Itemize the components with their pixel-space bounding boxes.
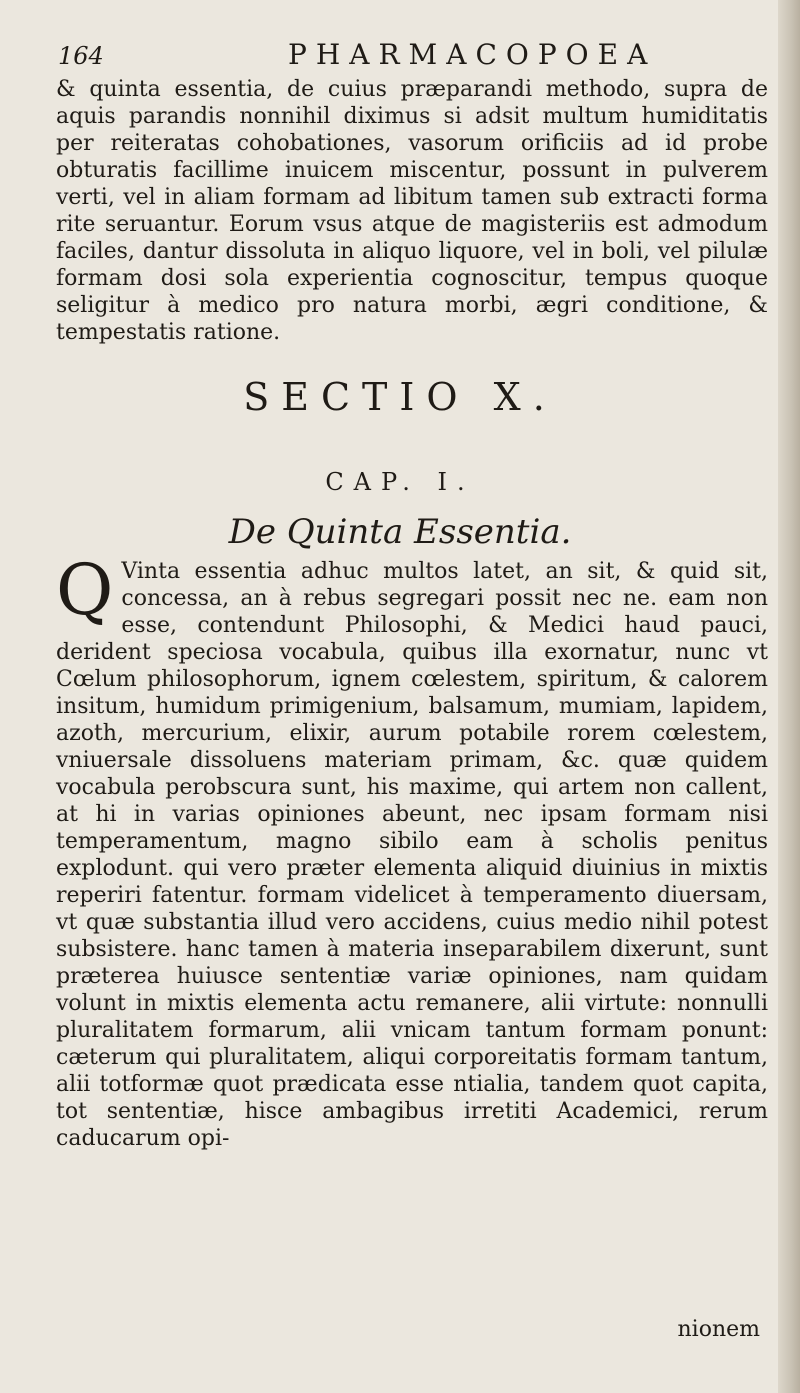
- body-text: Vinta essentia adhuc multos latet, an sit, & quid sit, concessa, an à rebus segregari possit nec ne. eam non esse, contendunt Philosophi, & Medici haud pauci, derident speciosa vocabula, quibus illa exornatur, nunc vt Cœlum philosophorum, ignem cœlestem, spiritum, & calorem insitum, humidum primigenium, balsamum, mumiam, lapidem, azoth, mercurium, elixir, aurum potabile rorem cœlestem, vniuersale dissoluens materiam primam, &c. quæ quidem vocabula perobscura sunt, his maxime, qui artem non callent, at hi in varias opiniones abeunt, nec ipsam formam nisi temperamentum, magno sibilo eam à scholis penitus explodunt. qui vero præter elementa aliquid diuinius in mixtis reperiri fatentur. formam videlicet à temperamento diuersam, vt quæ substantia illud vero accidens, cuius medio nihil potest subsistere. hanc tamen à materia inseparabilem dixerunt, sunt præterea huiusce sententiæ variæ opiniones, nam quidam volunt in mixtis elementa actu remanere, alii virtute: nonnulli pluralitatem formarum, alii vnicam tantum formam ponunt: cæterum qui pluralitatem, aliqui corporeitatis formam tantum, alii totformæ quot prædicata esse ntialia, tandem quot capita, tot sententiæ, hisce ambagibus irretiti Academici, rerum caducarum opi-: [56, 559, 768, 1151]
- top-paragraph: & quinta essentia, de cuius præparandi methodo, supra de aquis parandis nonnihil diximus si adsit multum humiditatis per reiteratas cohobationes, vasorum orificiis ad id probe obturatis facillime inuicem miscentur, possunt in pulverem verti, vel in aliam formam ad libitum tamen sub extracti forma rite seruantur. Eorum vsus atque de magisteriis est admodum faciles, dantur dissoluta in aliquo liquore, vel in boli, vel pilulæ formam dosi sola experientia cognoscitur, tempus quoque seligitur à medico pro natura morbi, ægri conditione, & tempestatis ratione.: [56, 77, 768, 345]
- page-edge: [778, 0, 800, 1393]
- page-number: 164: [58, 42, 104, 70]
- chapter-label: CAP. I.: [325, 468, 475, 496]
- drop-cap: Q: [56, 549, 114, 631]
- body-paragraph: [56, 549, 768, 1152]
- running-head: PHARMACOPOEA: [288, 38, 657, 71]
- page-header: [58, 38, 760, 78]
- catchword: nionem: [677, 1317, 760, 1342]
- chapter-title: De Quinta Essentia.: [228, 512, 572, 552]
- section-title: SECTIO X.: [243, 375, 557, 419]
